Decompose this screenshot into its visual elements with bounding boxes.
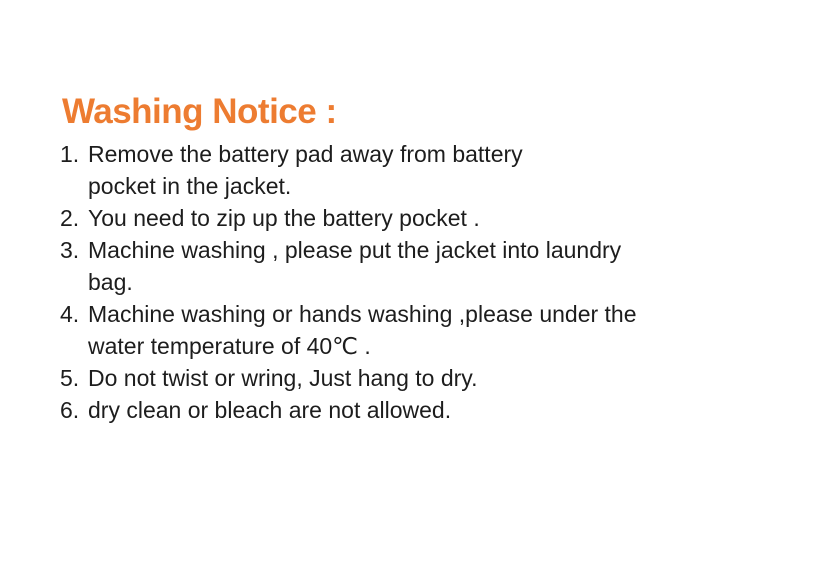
item-text [88, 362, 720, 394]
item-number: 1. [60, 141, 80, 167]
item-number: 6. [60, 397, 80, 423]
notice-item-1 [60, 138, 720, 202]
washing-notice-list [60, 138, 720, 426]
item-number: 5. [60, 365, 80, 391]
notice-item-2 [60, 202, 720, 234]
item-text [88, 298, 720, 362]
item-line: Machine washing , please put the jacket into laundry [88, 237, 622, 263]
item-line: Do not twist or wring, Just hang to dry. [88, 365, 478, 391]
item-text [88, 138, 720, 202]
item-line: dry clean or bleach are not allowed. [88, 397, 452, 423]
item-line: bag. [88, 269, 133, 295]
item-text [88, 394, 720, 426]
item-number: 2. [60, 205, 80, 231]
item-line: pocket in the jacket. [88, 173, 292, 199]
notice-item-6 [60, 394, 720, 426]
item-text [88, 202, 720, 234]
notice-item-4 [60, 298, 720, 362]
notice-item-3 [60, 234, 720, 298]
washing-notice-title: Washing Notice : [62, 92, 337, 131]
item-line: You need to zip up the battery pocket . [88, 205, 480, 231]
notice-item-5 [60, 362, 720, 394]
item-text [88, 234, 720, 298]
item-line: water temperature of 40℃ . [88, 333, 371, 359]
item-number: 4. [60, 301, 80, 327]
item-line: Machine washing or hands washing ,please under the [88, 301, 637, 327]
item-line: Remove the battery pad away from battery [88, 141, 523, 167]
item-number: 3. [60, 237, 80, 263]
